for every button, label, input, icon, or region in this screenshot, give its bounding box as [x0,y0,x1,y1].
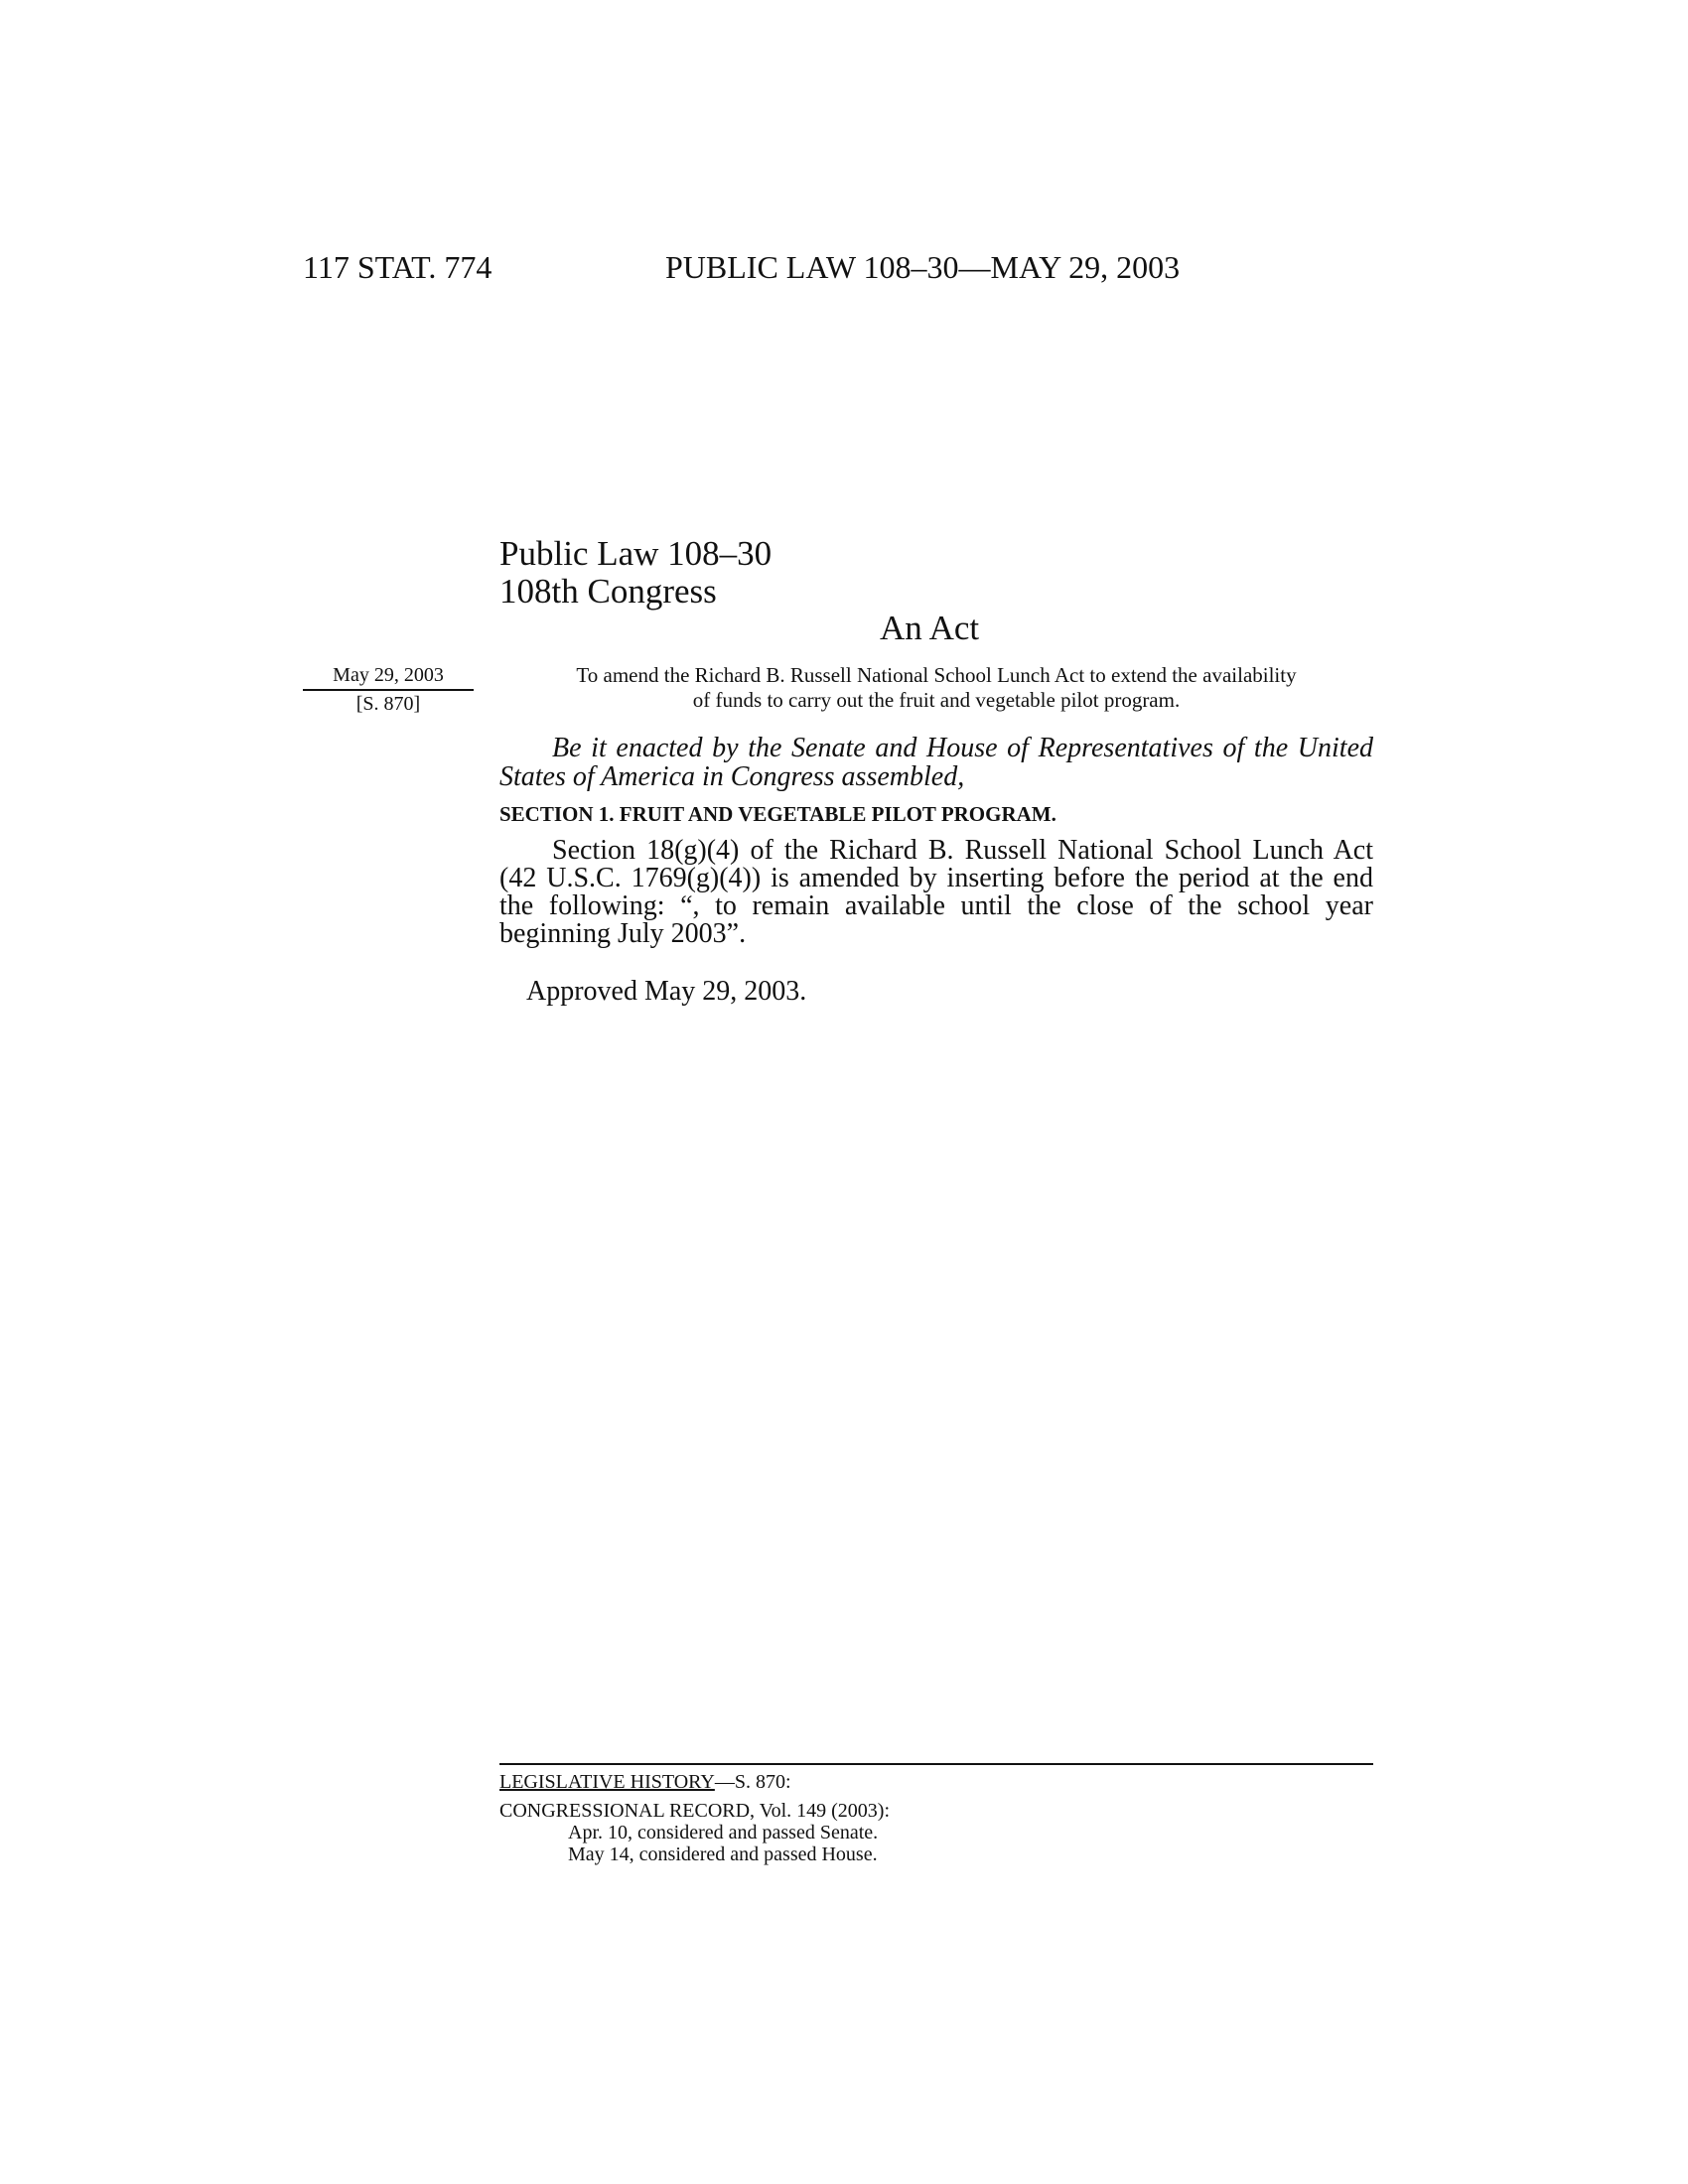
act-heading: An Act [880,609,980,647]
footnote-divider [499,1763,1373,1765]
legislative-history [499,1771,791,1794]
congressional-record-title: CONGRESSIONAL RECORD, Vol. 149 (2003): [499,1800,890,1822]
law-title: Public Law 108–30 [499,534,773,573]
legislative-history-bill: —S. 870: [714,1771,791,1793]
legislative-history-label: LEGISLATIVE HISTORY [499,1771,715,1793]
margin-bill-number: [S. 870] [355,693,421,715]
enacting-clause: Be it enacted by the Senate and House of Representatives of the United States of America in Congress assembled, [499,733,1373,792]
record-item: May 14, considered and passed House. [568,1843,878,1865]
approval-line: Approved May 29, 2003. [526,976,807,1007]
purpose-line: of funds to carry out the fruit and vegetable pilot program. [692,688,1181,712]
running-title: PUBLIC LAW 108–30—MAY 29, 2003 [665,249,1181,285]
congress-label: 108th Congress [499,572,717,611]
stat-page-number: 117 STAT. 774 [303,249,492,285]
act-purpose [499,663,1373,713]
section-heading: SECTION 1. FRUIT AND VEGETABLE PILOT PROGRAM. [499,802,1056,826]
margin-date: May 29, 2003 [303,663,474,691]
record-item: Apr. 10, considered and passed Senate. [568,1822,879,1843]
purpose-line: To amend the Richard B. Russell National School Lunch Act to extend the availability [576,663,1297,687]
margin-note [303,663,474,717]
section-body: Section 18(g)(4) of the Richard B. Russell National School Lunch Act (42 U.S.C. 1769(g)(4)) is amended by inserting before the period at the end the following: “, to remain available until the close of the school year beginning July 2003”. [499,835,1373,949]
